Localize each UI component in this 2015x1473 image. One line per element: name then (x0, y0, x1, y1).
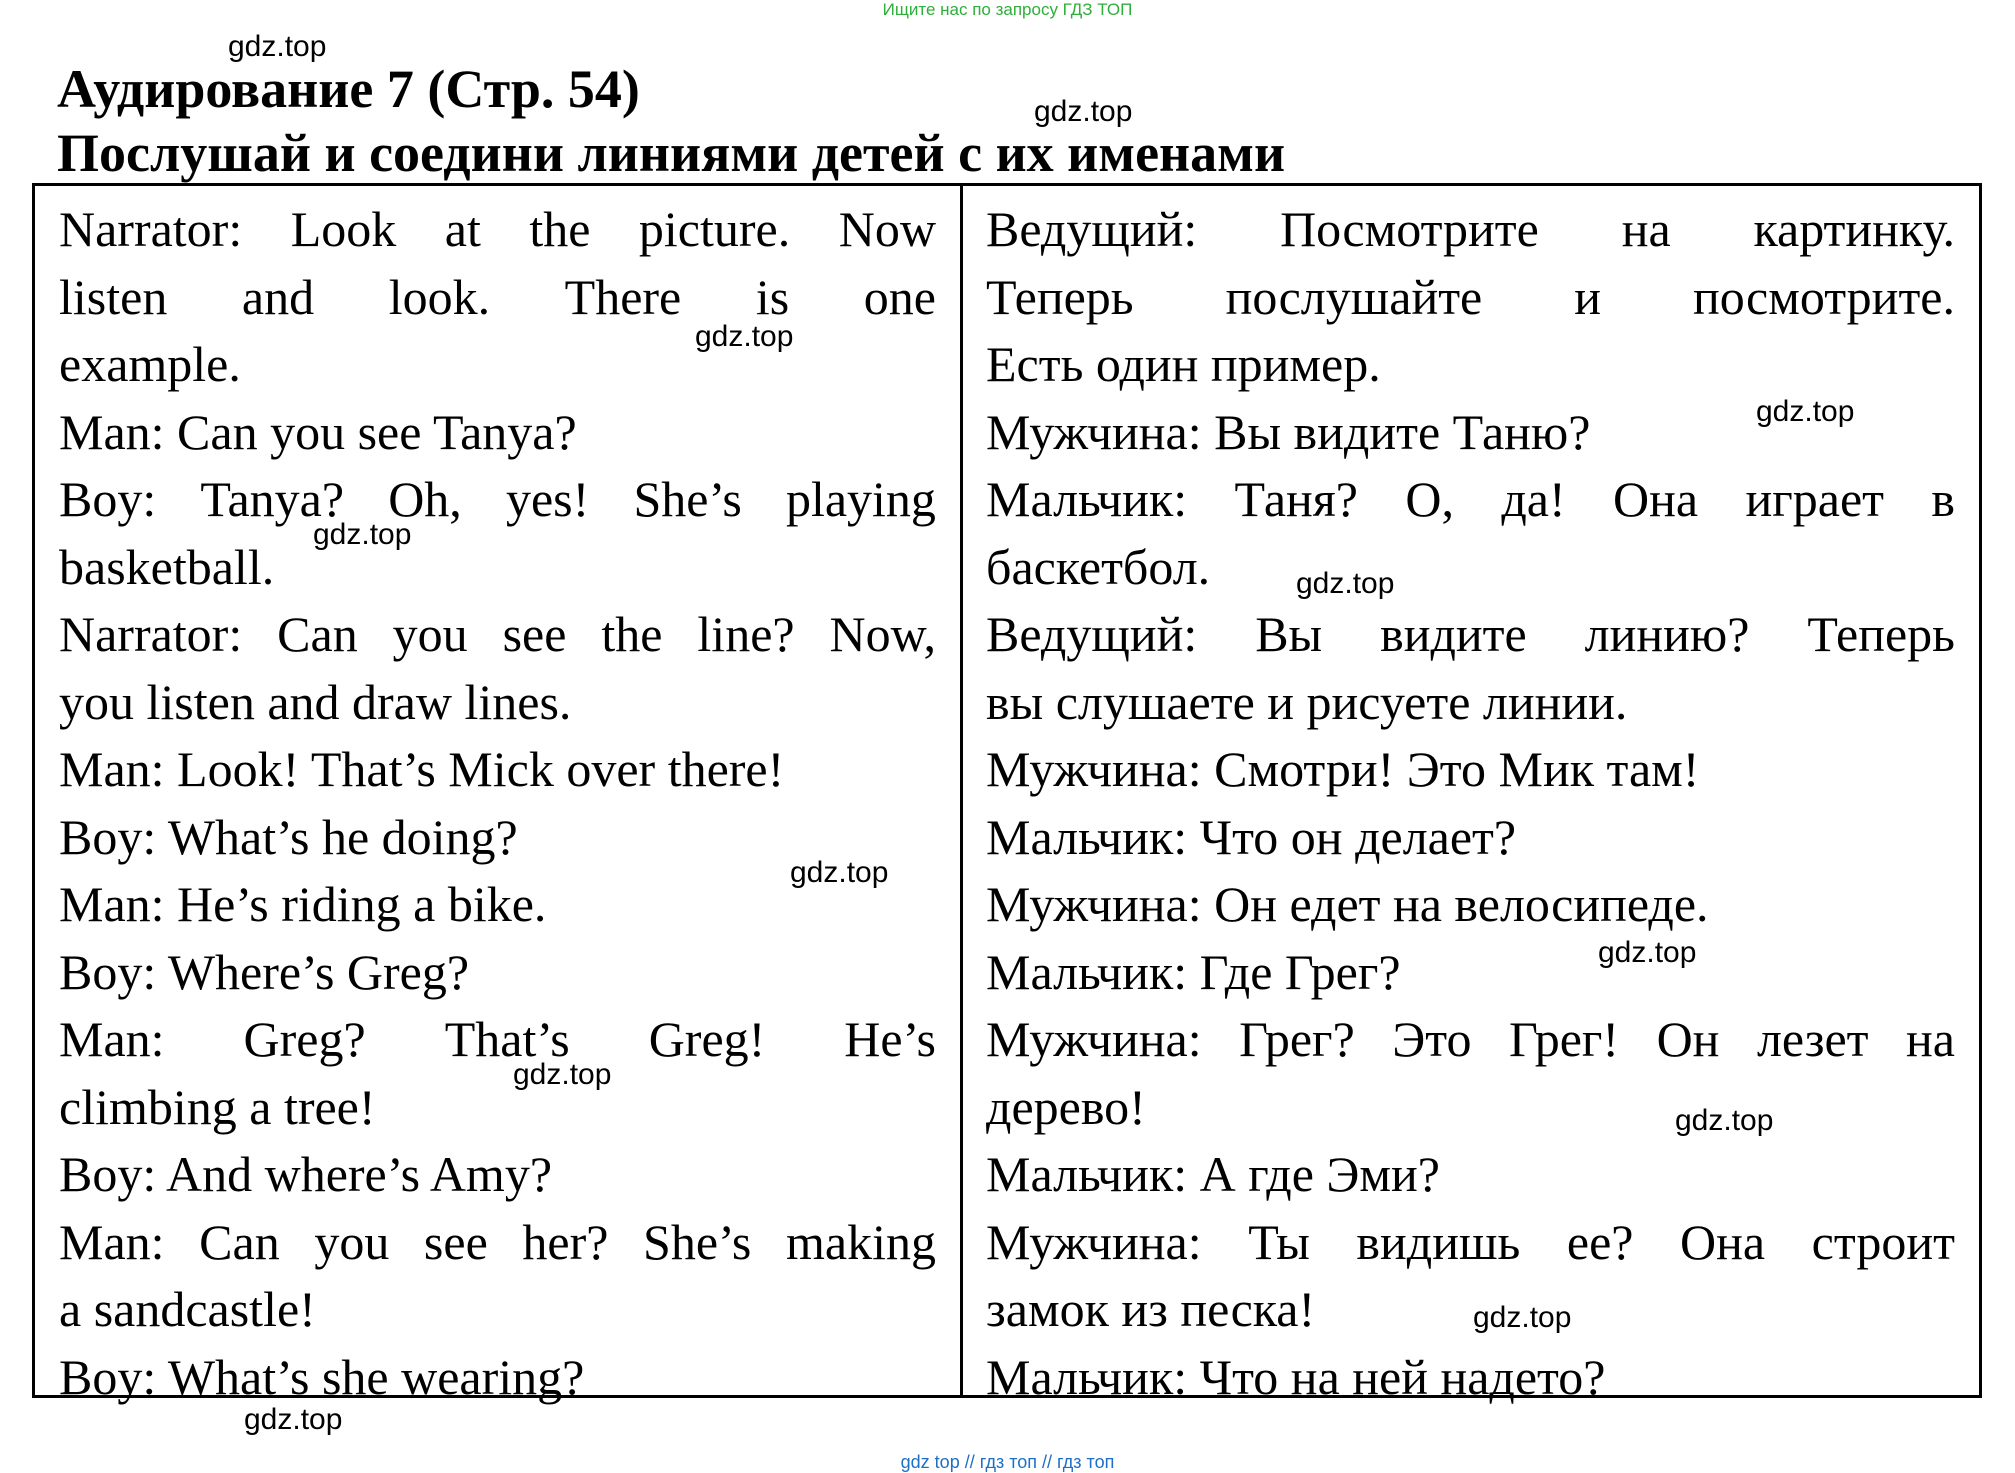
english-line: climbing a tree! (59, 1078, 376, 1135)
russian-line: Мужчина: Смотри! Это Мик там! (986, 741, 1700, 797)
word: her? (522, 1213, 609, 1270)
word: Таня? (1234, 471, 1358, 527)
word: Boy: (59, 471, 157, 527)
watermark: gdz.top (513, 1058, 612, 1091)
russian-line (986, 264, 1955, 332)
word: Ведущий: (986, 606, 1198, 662)
watermark: gdz.top (1034, 95, 1133, 128)
word: Man: (59, 1011, 165, 1067)
word: на (1621, 201, 1671, 257)
word: Can (199, 1213, 280, 1270)
english-line: a sandcastle! (59, 1281, 316, 1337)
word: picture. (638, 201, 791, 257)
word: Oh, (388, 471, 462, 527)
word: посмотрите. (1693, 268, 1955, 325)
word: Ведущий: (986, 201, 1198, 257)
russian-line: баскетбол. (986, 538, 1211, 595)
word: Это (1392, 1011, 1472, 1067)
word: строит (1811, 1213, 1955, 1270)
watermark: gdz.top (1756, 395, 1855, 428)
word: Теперь (986, 268, 1134, 325)
word: the (529, 201, 591, 257)
word: Man: (59, 1213, 165, 1270)
russian-line: дерево! (986, 1078, 1146, 1135)
word: is (755, 268, 790, 325)
word: look. (388, 268, 491, 325)
word: one (863, 268, 936, 325)
word: you (392, 606, 468, 662)
russian-line: Мальчик: Что он делает? (986, 808, 1517, 865)
word: Tanya? (200, 471, 345, 527)
word: line? (697, 606, 795, 662)
word: картинку. (1753, 201, 1955, 257)
russian-line: вы слушаете и рисуете линии. (986, 673, 1628, 730)
word: Мужчина: (986, 1213, 1202, 1270)
word: see (423, 1213, 488, 1270)
word: Вы (1255, 606, 1323, 662)
top-banner: Ищите нас по запросу ГДЗ ТОП (882, 0, 1133, 19)
word: yes! (505, 471, 590, 527)
word: ее? (1566, 1213, 1634, 1270)
watermark: gdz.top (1675, 1104, 1774, 1137)
word: видите (1380, 606, 1527, 662)
word: Now, (829, 606, 936, 662)
word: послушайте (1225, 268, 1483, 325)
watermark: gdz.top (1473, 1301, 1572, 1334)
english-line (59, 1209, 936, 1277)
word: you (314, 1213, 390, 1270)
word: Greg! (648, 1011, 766, 1067)
word: Greg? (243, 1011, 366, 1067)
word: listen (59, 268, 168, 325)
english-line: Boy: And where’s Amy? (59, 1146, 553, 1202)
english-line: Boy: Where’s Greg? (59, 943, 470, 1000)
word: Она (1680, 1213, 1766, 1270)
page-subtitle: Послушай и соедини линиями детей с их именами (57, 123, 1286, 183)
word: видишь (1356, 1213, 1521, 1270)
word: That’s (444, 1011, 570, 1067)
word: Now (838, 201, 936, 257)
word: Narrator: (59, 606, 243, 662)
word: Теперь (1807, 606, 1955, 662)
word: Она (1613, 471, 1699, 527)
word: лезет (1756, 1011, 1869, 1067)
english-line: Boy: What’s he doing? (59, 808, 518, 865)
russian-line: Мальчик: Что на ней надето? (986, 1348, 1606, 1405)
word: She’s (633, 471, 742, 527)
word: на (1906, 1011, 1955, 1067)
watermark: gdz.top (790, 856, 889, 889)
word: Can (277, 606, 358, 662)
word: Ты (1248, 1213, 1310, 1270)
transcript-table (32, 183, 1982, 1405)
page-title: Аудирование 7 (Стр. 54) (57, 59, 640, 119)
word: Он (1656, 1011, 1720, 1067)
watermark: gdz.top (313, 518, 412, 551)
word: at (444, 201, 481, 257)
russian-line (986, 1209, 1955, 1277)
word: и (1574, 268, 1602, 325)
word: линию? (1584, 606, 1750, 662)
watermark: gdz.top (1296, 567, 1395, 600)
english-line (59, 1006, 936, 1074)
english-line (59, 264, 936, 332)
english-line: example. (59, 336, 241, 392)
english-line (59, 466, 936, 534)
russian-line (986, 466, 1955, 534)
watermark: gdz.top (695, 320, 794, 353)
word: Грег! (1508, 1011, 1620, 1067)
russian-line (986, 196, 1955, 264)
word: Look (290, 201, 397, 257)
word: Мальчик: (986, 471, 1188, 527)
watermark: gdz.top (1598, 936, 1697, 969)
word: Мужчина: (986, 1011, 1202, 1067)
word: playing (785, 471, 936, 527)
watermark: gdz.top (244, 1403, 343, 1436)
english-line (59, 196, 936, 264)
word: making (786, 1213, 936, 1270)
russian-line: Мужчина: Вы видите Таню? (986, 403, 1591, 460)
russian-column (963, 186, 1979, 1405)
word: the (601, 606, 663, 662)
word: в (1931, 471, 1955, 527)
word: Посмотрите (1280, 201, 1539, 257)
word: Грег? (1239, 1011, 1355, 1067)
word: О, (1405, 471, 1454, 527)
word: and (241, 268, 315, 325)
english-line (59, 601, 936, 669)
russian-line (986, 601, 1955, 669)
word: There (564, 268, 682, 325)
english-line: Man: Can you see Tanya? (59, 403, 577, 460)
word: see (502, 606, 567, 662)
english-line: Boy: What’s she wearing? (59, 1348, 585, 1405)
word: играет (1745, 471, 1884, 527)
russian-line: Мальчик: А где Эми? (986, 1146, 1440, 1202)
word: She’s (643, 1213, 752, 1270)
english-line: Man: Look! That’s Mick over there! (59, 741, 785, 797)
english-line: basketball. (59, 538, 275, 595)
russian-line: замок из песка! (986, 1281, 1316, 1337)
russian-line: Мальчик: Где Грег? (986, 943, 1401, 1000)
word: He’s (844, 1011, 936, 1067)
english-line: you listen and draw lines. (59, 673, 572, 730)
english-column (35, 186, 963, 1405)
english-line: Man: He’s riding a bike. (59, 876, 547, 932)
watermark: gdz.top (228, 30, 327, 63)
russian-line: Мужчина: Он едет на велосипеде. (986, 876, 1709, 932)
word: да! (1501, 471, 1566, 527)
russian-line (986, 1006, 1955, 1074)
footer: gdz top // гдз топ // гдз топ (900, 1452, 1115, 1472)
russian-line: Есть один пример. (986, 336, 1381, 392)
word: Narrator: (59, 201, 243, 257)
